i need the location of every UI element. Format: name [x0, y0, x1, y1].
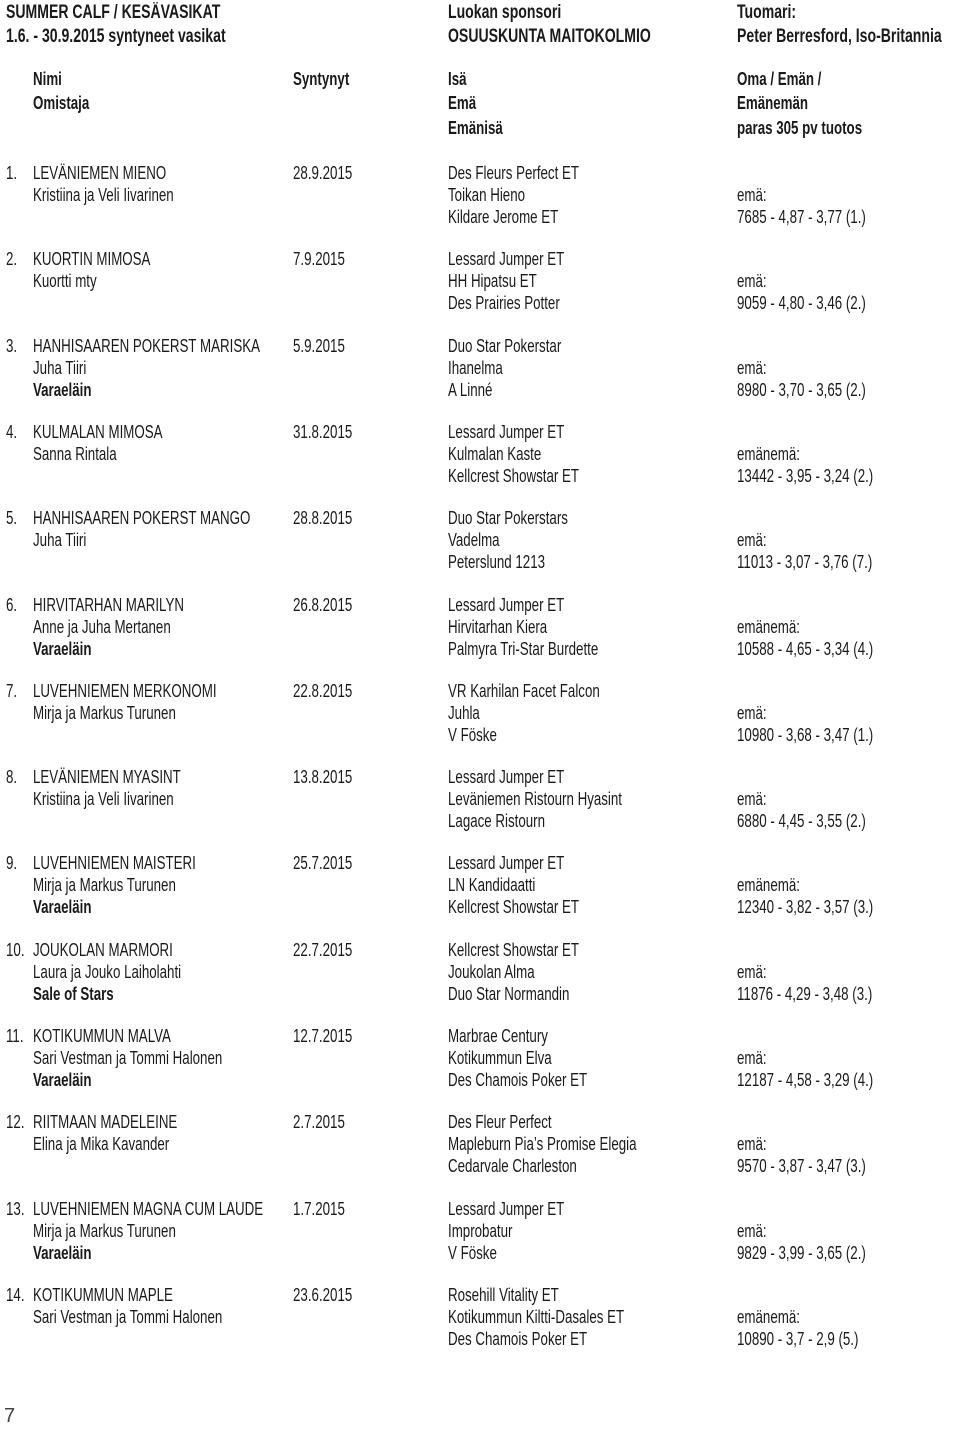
sire-name: Lessard Jumper ET [448, 1199, 565, 1219]
class-title: SUMMER CALF / KESÄVASIKAT [6, 2, 221, 23]
calf-name: KUORTIN MIMOSA [33, 249, 151, 269]
entry-note: Varaeläin [33, 380, 92, 400]
damsire-name: Kildare Jerome ET [448, 207, 559, 227]
owner-name: Anne ja Juha Mertanen [33, 617, 171, 637]
entry-note: Varaeläin [33, 639, 92, 659]
owner-name: Sari Vestman ja Tommi Halonen [33, 1307, 223, 1327]
birth-date: 13.8.2015 [293, 767, 353, 787]
production-record: 12340 - 3,82 - 3,57 (3.) [737, 897, 874, 917]
damsire-name: Palmyra Tri-Star Burdette [448, 639, 599, 659]
owner-name: Juha Tiiri [33, 358, 87, 378]
sire-name: Lessard Jumper ET [448, 767, 565, 787]
col-owner: Omistaja [33, 93, 90, 113]
entry-note: Varaeläin [33, 1070, 92, 1090]
production-record: 11876 - 4,29 - 3,48 (3.) [737, 984, 873, 1004]
sire-name: Des Fleurs Perfect ET [448, 163, 580, 183]
owner-name: Mirja ja Markus Turunen [33, 1221, 176, 1241]
entry-number: 5. [6, 508, 18, 528]
entry-number: 14. [6, 1285, 25, 1305]
calf-name: LUVEHNIEMEN MERKONOMI [33, 681, 217, 701]
damsire-name: V Föske [448, 1243, 497, 1263]
owner-name: Sanna Rintala [33, 444, 117, 464]
production-label: emä: [737, 358, 767, 378]
damsire-name: Des Chamois Poker ET [448, 1070, 588, 1090]
entry-number: 7. [6, 681, 18, 701]
calf-name: JOUKOLAN MARMORI [33, 940, 173, 960]
sire-name: Rosehill Vitality ET [448, 1285, 559, 1305]
production-record: 13442 - 3,95 - 3,24 (2.) [737, 466, 874, 486]
birth-date: 26.8.2015 [293, 595, 353, 615]
sire-name: VR Karhilan Facet Falcon [448, 681, 600, 701]
entry-number: 4. [6, 422, 18, 442]
entry-number: 1. [6, 163, 18, 183]
calf-name: HANHISAAREN POKERST MANGO [33, 508, 251, 528]
calf-name: KULMALAN MIMOSA [33, 422, 163, 442]
production-label: emä: [737, 1221, 767, 1241]
calf-name: KOTIKUMMUN MAPLE [33, 1285, 173, 1305]
production-record: 10980 - 3,68 - 3,47 (1.) [737, 725, 874, 745]
sire-name: Lessard Jumper ET [448, 595, 565, 615]
sire-name: Duo Star Pokerstar [448, 336, 562, 356]
birth-date: 25.7.2015 [293, 853, 353, 873]
production-record: 7685 - 4,87 - 3,77 (1.) [737, 207, 866, 227]
calf-name: LUVEHNIEMEN MAISTERI [33, 853, 196, 873]
calf-name: LEVÄNIEMEN MIENO [33, 163, 167, 183]
birth-date: 22.7.2015 [293, 940, 353, 960]
birth-date: 7.9.2015 [293, 249, 345, 269]
damsire-name: Des Chamois Poker ET [448, 1329, 588, 1349]
damsire-name: V Föske [448, 725, 497, 745]
dam-name: Kotikummun Kiltti-Dasales ET [448, 1307, 625, 1327]
dam-name: Juhla [448, 703, 480, 723]
damsire-name: Kellcrest Showstar ET [448, 897, 580, 917]
damsire-name: Peterslund 1213 [448, 552, 546, 572]
dam-name: Hirvitarhan Kiera [448, 617, 548, 637]
col-production-1: Oma / Emän / [737, 69, 822, 89]
dam-name: Joukolan Alma [448, 962, 535, 982]
birth-date: 23.6.2015 [293, 1285, 353, 1305]
calf-name: RIITMAAN MADELEINE [33, 1112, 178, 1132]
owner-name: Mirja ja Markus Turunen [33, 703, 176, 723]
sire-name: Duo Star Pokerstars [448, 508, 568, 528]
entry-number: 12. [6, 1112, 25, 1132]
dam-name: Mapleburn Pia’s Promise Elegia [448, 1134, 637, 1154]
birth-date: 12.7.2015 [293, 1026, 353, 1046]
col-production-2: Emänemän [737, 93, 809, 113]
dam-name: Kotikummun Elva [448, 1048, 552, 1068]
dam-name: LN Kandidaatti [448, 875, 536, 895]
sire-name: Lessard Jumper ET [448, 853, 565, 873]
sponsor-label: Luokan sponsori [448, 2, 562, 23]
calf-name: LEVÄNIEMEN MYASINT [33, 767, 181, 787]
damsire-name: Duo Star Normandin [448, 984, 570, 1004]
production-record: 12187 - 4,58 - 3,29 (4.) [737, 1070, 874, 1090]
production-label: emä: [737, 962, 767, 982]
class-dates: 1.6. - 30.9.2015 syntyneet vasikat [6, 26, 226, 47]
sire-name: Lessard Jumper ET [448, 422, 565, 442]
page-number: 7 [4, 1405, 16, 1427]
birth-date: 2.7.2015 [293, 1112, 345, 1132]
owner-name: Juha Tiiri [33, 530, 87, 550]
col-damsire: Emänisä [448, 118, 503, 138]
entry-number: 2. [6, 249, 18, 269]
damsire-name: Kellcrest Showstar ET [448, 466, 580, 486]
production-record: 10890 - 3,7 - 2,9 (5.) [737, 1329, 859, 1349]
birth-date: 31.8.2015 [293, 422, 353, 442]
production-record: 9570 - 3,87 - 3,47 (3.) [737, 1156, 866, 1176]
col-name: Nimi [33, 69, 62, 89]
owner-name: Kristiina ja Veli Iivarinen [33, 789, 174, 809]
production-label: emä: [737, 530, 767, 550]
entry-note: Varaeläin [33, 897, 92, 917]
col-dam: Emä [448, 93, 477, 113]
owner-name: Kuortti mty [33, 271, 97, 291]
dam-name: HH Hipatsu ET [448, 271, 537, 291]
production-label: emänemä: [737, 1307, 800, 1327]
entry-note: Sale of Stars [33, 984, 114, 1004]
birth-date: 1.7.2015 [293, 1199, 345, 1219]
calf-name: HANHISAAREN POKERST MARISKA [33, 336, 260, 356]
production-record: 10588 - 4,65 - 3,34 (4.) [737, 639, 874, 659]
birth-date: 22.8.2015 [293, 681, 353, 701]
calf-name: LUVEHNIEMEN MAGNA CUM LAUDE [33, 1199, 264, 1219]
sponsor-name: OSUUSKUNTA MAITOKOLMIO [448, 26, 651, 47]
damsire-name: Lagace Ristourn [448, 811, 546, 831]
damsire-name: Cedarvale Charleston [448, 1156, 577, 1176]
birth-date: 28.9.2015 [293, 163, 353, 183]
sire-name: Marbrae Century [448, 1026, 548, 1046]
production-label: emä: [737, 703, 767, 723]
dam-name: Vadelma [448, 530, 500, 550]
production-record: 9829 - 3,99 - 3,65 (2.) [737, 1243, 866, 1263]
production-label: emä: [737, 1048, 767, 1068]
entry-number: 8. [6, 767, 18, 787]
entry-number: 9. [6, 853, 18, 873]
dam-name: Ihanelma [448, 358, 503, 378]
owner-name: Laura ja Jouko Laiholahti [33, 962, 182, 982]
entry-note: Varaeläin [33, 1243, 92, 1263]
production-label: emä: [737, 185, 767, 205]
sire-name: Kellcrest Showstar ET [448, 940, 580, 960]
entry-number: 11. [6, 1026, 24, 1046]
production-record: 11013 - 3,07 - 3,76 (7.) [737, 552, 873, 572]
damsire-name: Des Prairies Potter [448, 293, 560, 313]
entry-number: 13. [6, 1199, 25, 1219]
production-record: 9059 - 4,80 - 3,46 (2.) [737, 293, 866, 313]
dam-name: Leväniemen Ristourn Hyasint [448, 789, 622, 809]
entry-number: 6. [6, 595, 18, 615]
production-record: 8980 - 3,70 - 3,65 (2.) [737, 380, 866, 400]
col-production-3: paras 305 pv tuotos [737, 118, 863, 138]
owner-name: Elina ja Mika Kavander [33, 1134, 170, 1154]
birth-date: 28.8.2015 [293, 508, 353, 528]
dam-name: Kulmalan Kaste [448, 444, 542, 464]
production-label: emänemä: [737, 875, 800, 895]
entry-number: 3. [6, 336, 18, 356]
owner-name: Sari Vestman ja Tommi Halonen [33, 1048, 223, 1068]
damsire-name: A Linné [448, 380, 493, 400]
sire-name: Lessard Jumper ET [448, 249, 565, 269]
owner-name: Kristiina ja Veli Iivarinen [33, 185, 174, 205]
production-label: emänemä: [737, 444, 800, 464]
col-born: Syntynyt [293, 69, 350, 89]
calf-name: KOTIKUMMUN MALVA [33, 1026, 171, 1046]
production-label: emä: [737, 271, 767, 291]
judge-label: Tuomari: [737, 2, 797, 23]
calf-name: HIRVITARHAN MARILYN [33, 595, 184, 615]
dam-name: Improbatur [448, 1221, 513, 1241]
production-label: emänemä: [737, 617, 800, 637]
production-label: emä: [737, 1134, 767, 1154]
production-record: 6880 - 4,45 - 3,55 (2.) [737, 811, 866, 831]
sire-name: Des Fleur Perfect [448, 1112, 552, 1132]
owner-name: Mirja ja Markus Turunen [33, 875, 176, 895]
production-label: emä: [737, 789, 767, 809]
entry-number: 10. [6, 940, 25, 960]
col-sire: Isä [448, 69, 467, 89]
birth-date: 5.9.2015 [293, 336, 345, 356]
judge-name: Peter Berresford, Iso-Britannia [737, 26, 942, 47]
dam-name: Toikan Hieno [448, 185, 526, 205]
